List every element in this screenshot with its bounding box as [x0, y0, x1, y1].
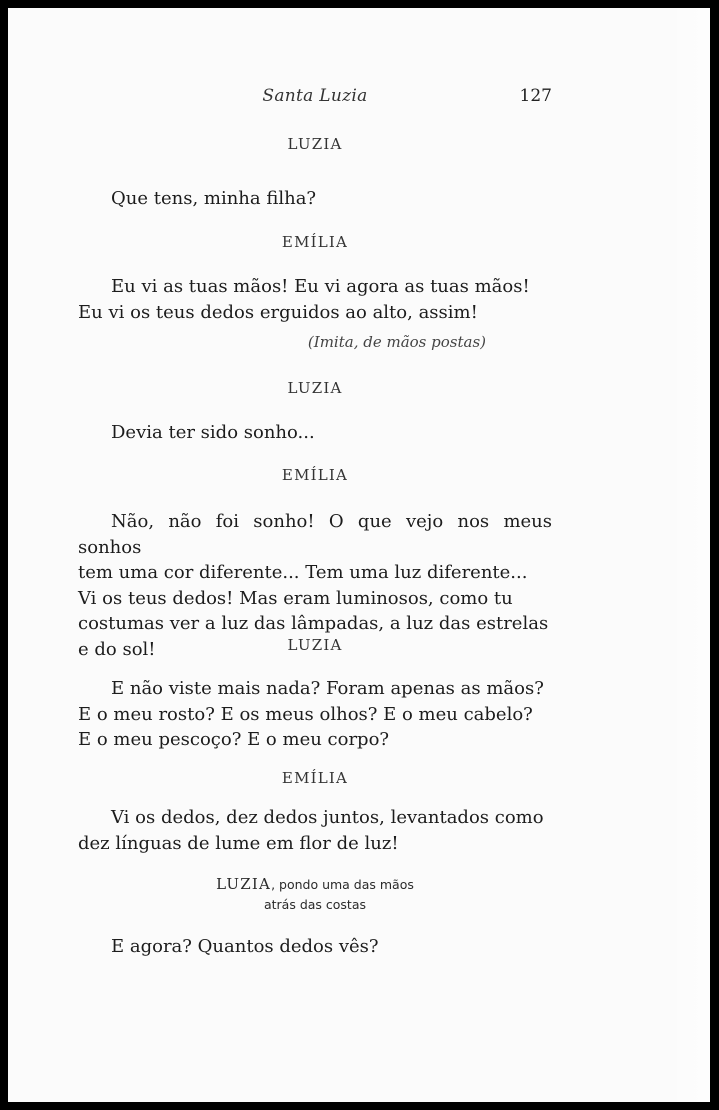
speech-line: Vi os teus dedos! Mas eram luminosos, como tu [78, 587, 513, 609]
scan-edge [668, 8, 710, 1102]
book-page [8, 8, 710, 1102]
speaker-emilia: EMÍLIA [281, 233, 349, 251]
speaker-emilia: EMÍLIA [281, 466, 349, 484]
speech-block [78, 186, 552, 212]
speech-line: dez línguas de lume em flor de luz! [78, 832, 399, 854]
speech-block [78, 805, 552, 856]
speech-block [78, 676, 552, 753]
speech-line: Não, não foi sonho! O que vejo nos meus sonhos [78, 511, 552, 558]
speaker-luzia: LUZIA [287, 636, 343, 654]
speech-line: E o meu rosto? E os meus olhos? E o meu cabelo? [78, 703, 533, 725]
speech-line: Que tens, minha filha? [111, 188, 317, 209]
stage-direction: (Imita, de mãos postas) [307, 333, 486, 351]
page-number: 127 [519, 86, 552, 106]
speech-line: Devia ter sido sonho... [111, 422, 315, 443]
speech-line: Eu vi os teus dedos erguidos ao alto, assim! [78, 301, 478, 323]
speech-block [78, 420, 552, 446]
speech-line: E o meu pescoço? E o meu corpo? [78, 729, 390, 751]
speech-line: Eu vi as tuas mãos! Eu vi agora as tuas mãos! [111, 276, 530, 297]
speech-line: costumas ver a luz das lâmpadas, a luz das estrelas [78, 613, 549, 635]
speech-line: e do sol! [78, 638, 156, 660]
speech-block [78, 934, 552, 960]
speaker-direction-text: atrás das costas [263, 897, 367, 912]
speaker-emilia: EMÍLIA [281, 769, 349, 787]
running-title: Santa Luzia [262, 86, 368, 106]
speaker-luzia: LUZIA [216, 875, 272, 893]
speaker-with-direction [78, 874, 552, 915]
speech-line: E agora? Quantos dedos vês? [111, 936, 379, 957]
running-head [78, 86, 552, 110]
speech-line: tem uma cor diferente... Tem uma luz diferente... [78, 562, 528, 584]
speech-block [78, 274, 552, 325]
speaker-luzia: LUZIA [287, 135, 343, 153]
speech-line: Vi os dedos, dez dedos juntos, levantados como [111, 807, 544, 828]
speech-line: E não viste mais nada? Foram apenas as mãos? [111, 678, 544, 699]
speaker-direction-text: , pondo uma das mãos [271, 877, 414, 892]
speaker-luzia: LUZIA [287, 379, 343, 397]
